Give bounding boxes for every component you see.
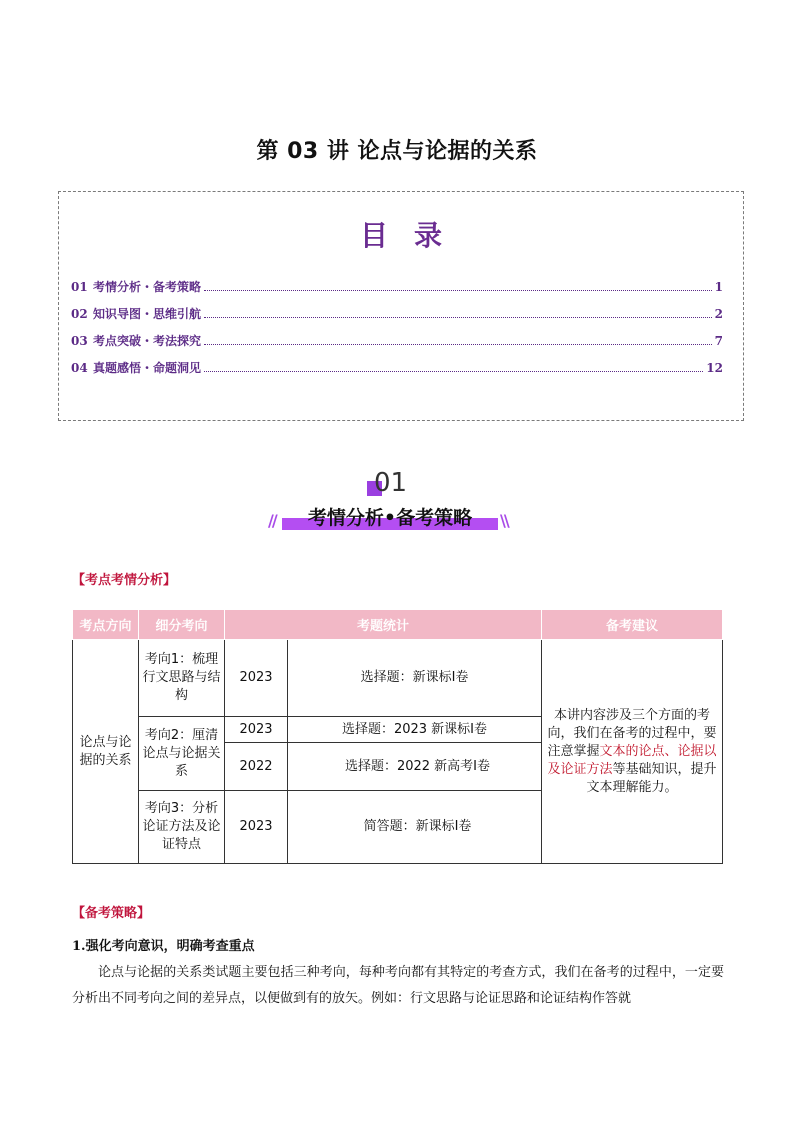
section-slash-left: // xyxy=(268,511,276,530)
table-row xyxy=(73,640,723,717)
cell-sub-direction-1: 考向1：梳理行文思路与结构 xyxy=(139,640,225,717)
toc-item-number: 03 xyxy=(71,334,88,348)
strategy-label: 【备考策略】 xyxy=(72,906,151,921)
cell-stat: 选择题：2023 新课标Ⅰ卷 xyxy=(288,717,542,743)
toc-item-page: 2 xyxy=(714,307,723,321)
cell-year: 2023 xyxy=(225,640,288,717)
toc-item-number: 01 xyxy=(71,280,88,294)
section-number: 01 xyxy=(374,468,408,498)
cell-sub-direction-2: 考向2：厘清论点与论据关系 xyxy=(139,717,225,791)
toc-item-number: 02 xyxy=(71,307,88,321)
strategy-paragraph: 论点与论据的关系类试题主要包括三种考向，每种考向都有其特定的考查方式，我们在备考的过程中，一定要分析出不同考向之间的差异点，以便做到有的放矢。例如：行文思路与论证思路和论证结构作答就 xyxy=(72,965,724,1006)
toc-heading: 目录 xyxy=(359,219,468,252)
analysis-label: 【考点考情分析】 xyxy=(72,573,177,588)
cell-direction: 论点与论据的关系 xyxy=(73,640,139,864)
analysis-table xyxy=(72,609,723,864)
cell-year: 2023 xyxy=(225,717,288,743)
cell-sub-direction-3: 考向3：分析论证方法及论证特点 xyxy=(139,791,225,864)
toc-item-number: 04 xyxy=(71,361,88,375)
toc-item-2[interactable] xyxy=(71,305,723,332)
toc-item-1[interactable] xyxy=(71,278,723,305)
header-sub-direction: 细分考向 xyxy=(139,610,225,640)
advice-text: 本讲内容涉及三个方面的考向，我们在备考的过程中，要注意掌握 xyxy=(547,707,717,759)
cell-stat: 选择题：新课标Ⅰ卷 xyxy=(288,640,542,717)
header-statistics: 考题统计 xyxy=(225,610,542,640)
advice-highlight: 文本的论点、论据以及论证方法 xyxy=(547,743,717,777)
strategy-subtitle: 1.强化考向意识，明确考查重点 xyxy=(72,939,255,954)
toc-leader-dots xyxy=(204,362,703,372)
toc-item-label: 考点突破・考法探究 xyxy=(93,334,202,348)
toc-item-page: 7 xyxy=(714,334,723,348)
cell-advice xyxy=(542,640,723,864)
header-advice: 备考建议 xyxy=(542,610,723,640)
section-slash-right: \\ xyxy=(500,511,508,530)
cell-stat: 选择题：2022 新高考Ⅰ卷 xyxy=(288,743,542,791)
toc-item-3[interactable] xyxy=(71,332,723,359)
toc-list xyxy=(71,278,723,386)
toc-item-4[interactable] xyxy=(71,359,723,386)
toc-box xyxy=(58,191,744,421)
cell-year: 2023 xyxy=(225,791,288,864)
toc-item-page: 1 xyxy=(714,280,723,294)
toc-item-label: 考情分析・备考策略 xyxy=(93,280,202,294)
toc-item-label: 真题感悟・命题洞见 xyxy=(93,361,202,375)
toc-leader-dots xyxy=(204,335,712,345)
header-direction: 考点方向 xyxy=(73,610,139,640)
advice-text-end: 等基础知识，提升文本理解能力。 xyxy=(586,761,717,795)
toc-item-page: 12 xyxy=(706,361,723,375)
cell-year: 2022 xyxy=(225,743,288,791)
cell-stat: 简答题：新课标Ⅰ卷 xyxy=(288,791,542,864)
section-title: 考情分析•备考策略 xyxy=(307,507,473,529)
toc-leader-dots xyxy=(204,281,712,291)
toc-leader-dots xyxy=(204,308,712,318)
page-title: 第 03 讲 论点与论据的关系 xyxy=(256,139,538,164)
toc-item-label: 知识导图・思维引航 xyxy=(93,307,202,321)
table-header-row xyxy=(73,610,723,640)
